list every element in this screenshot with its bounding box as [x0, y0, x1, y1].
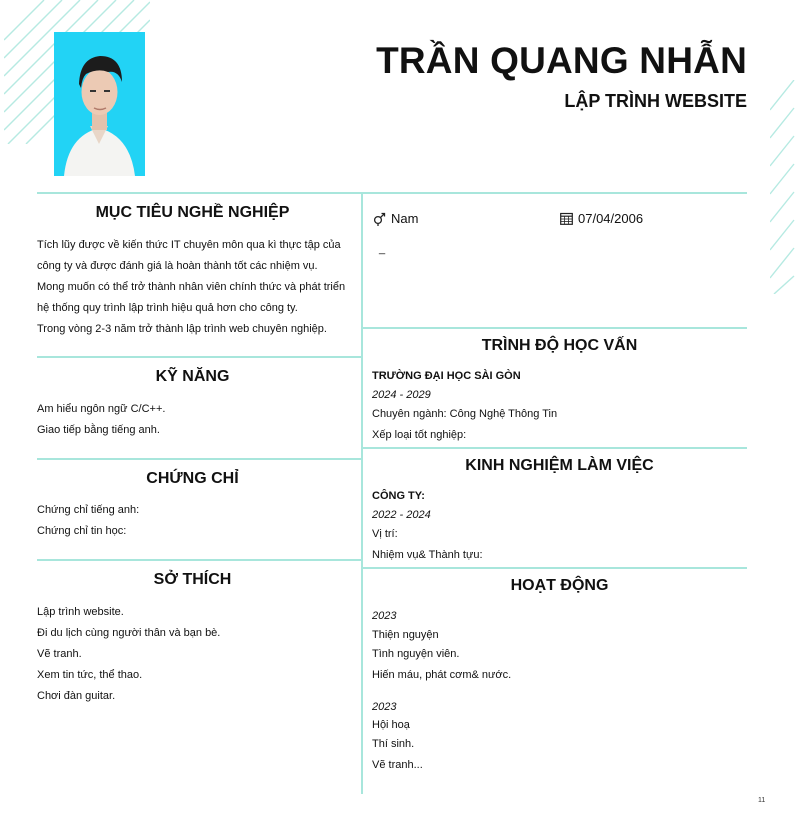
- activity-description: Hiến máu, phát cơm& nước.: [372, 669, 512, 681]
- school-name: TRƯỜNG ĐẠI HỌC SÀI GÒN: [372, 370, 521, 382]
- divider: [361, 327, 747, 329]
- divider: [37, 192, 747, 194]
- activity-year: 2023: [372, 701, 397, 713]
- gender-value: Nam: [391, 211, 419, 226]
- experience-title: KINH NGHIỆM LÀM VIỆC: [465, 457, 654, 474]
- certificates-title: CHỨNG CHỈ: [146, 470, 239, 487]
- activity-year: 2023: [372, 610, 397, 622]
- hobby-item: Vẽ tranh.: [37, 648, 82, 660]
- gender-icon: [372, 212, 386, 226]
- divider: [361, 447, 747, 449]
- column-divider: [361, 192, 363, 794]
- skills-list: [37, 399, 165, 441]
- profile-photo: [54, 32, 145, 176]
- hobby-item: Đi du lịch cùng người thân và bạn bè.: [37, 627, 221, 639]
- certificate-item: Chứng chỉ tin học:: [37, 525, 127, 537]
- certificate-item: Chứng chỉ tiếng anh:: [37, 504, 140, 516]
- divider: [361, 567, 747, 569]
- skill-item: Giao tiếp bằng tiếng anh.: [37, 424, 160, 436]
- divider: [37, 356, 361, 358]
- experience-period: 2022 - 2024: [372, 509, 431, 521]
- hobbies-list: [37, 602, 220, 707]
- placeholder-mark: _: [379, 243, 386, 255]
- education-period: 2024 - 2029: [372, 389, 431, 401]
- gender-info: [372, 211, 418, 226]
- experience-position: Vị trí:: [372, 528, 398, 540]
- objective-line: Tích lũy được về kiến thức IT chuyên môn qua kì thực tập của: [37, 239, 341, 251]
- birthdate-info: [560, 211, 643, 226]
- objective-line: Trong vòng 2-3 năm trở thành lập trình web chuyên nghiệp.: [37, 323, 327, 335]
- activity-role: Thí sinh.: [372, 738, 415, 750]
- divider: [37, 458, 361, 460]
- skill-item: Am hiểu ngôn ngữ C/C++.: [37, 403, 166, 415]
- activity-name: Thiện nguyện: [372, 629, 439, 641]
- hobby-item: Lập trình website.: [37, 606, 124, 618]
- education-major: Chuyên ngành: Công Nghệ Thông Tin: [372, 408, 558, 420]
- objective-line: Mong muốn có thể trở thành nhân viên chính thức và phát triển: [37, 281, 346, 293]
- hobby-item: Xem tin tức, thể thao.: [37, 669, 143, 681]
- side-hatch-decoration: [770, 80, 796, 294]
- birthdate-value: 07/04/2006: [578, 211, 644, 226]
- skills-title: KỸ NĂNG: [155, 368, 230, 385]
- activity-name: Hội hoạ: [372, 719, 410, 731]
- candidate-name: TRẦN QUANG NHẪN: [376, 40, 747, 81]
- experience-duties: Nhiệm vụ& Thành tựu:: [372, 549, 483, 561]
- hobby-item: Chơi đàn guitar.: [37, 690, 116, 702]
- activity-description: Vẽ tranh...: [372, 759, 423, 771]
- objective-text: [37, 235, 345, 340]
- objective-title: MỤC TIÊU NGHỀ NGHIỆP: [95, 204, 290, 221]
- job-title: LẬP TRÌNH WEBSITE: [564, 91, 747, 111]
- certificates-list: [37, 500, 139, 542]
- page-number: 1​1: [758, 797, 766, 804]
- calendar-icon: [560, 212, 573, 225]
- education-grade: Xếp loại tốt nghiệp:: [372, 429, 467, 441]
- company-name: CÔNG TY:: [372, 490, 425, 502]
- hobbies-title: SỞ THÍCH: [153, 571, 232, 588]
- activities-title: HOẠT ĐỘNG: [510, 577, 609, 594]
- objective-line: hệ thống quy trình lập trình hiệu quả hơn cho công ty.: [37, 302, 298, 314]
- divider: [37, 559, 361, 561]
- activity-role: Tình nguyện viên.: [372, 648, 460, 660]
- education-title: TRÌNH ĐỘ HỌC VẤN: [481, 337, 638, 354]
- objective-line: công ty và được đánh giá là hoàn thành tốt các nhiệm vụ.: [37, 260, 318, 272]
